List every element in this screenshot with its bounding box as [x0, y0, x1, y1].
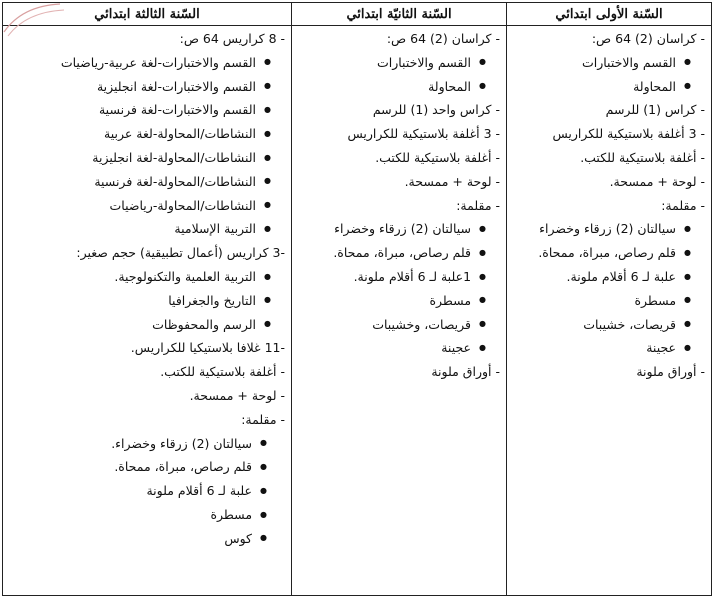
bullet-list-item: ● النشاطات/المحاولة-لغة انجليزية	[5, 146, 285, 170]
grade-2-list	[292, 26, 506, 384]
bullet-list-item: ● علبة لـ 6 أقلام ملونة.	[509, 265, 705, 289]
column-grade-1	[507, 26, 712, 596]
list-heading-item: - كراس واحد (1) للرسم	[372, 102, 500, 118]
list-heading-item: - مقلمة:	[661, 197, 705, 213]
bullet-list-item: ● عجينة	[509, 336, 705, 360]
bullet-list-item: ● المحاولة	[294, 75, 500, 99]
bullet-list-item: ● مسطرة	[294, 289, 500, 313]
list-heading-item: - 3 أغلفة بلاستيكية للكراريس	[347, 126, 500, 142]
list-heading-item: - أغلفة بلاستيكية للكتب.	[160, 364, 285, 380]
bullet-list-item: ● النشاطات/المحاولة-لغة عربية	[5, 122, 285, 146]
bullet-list-item: ● النشاطات/المحاولة-لغة فرنسية	[5, 170, 285, 194]
bullet-list-item: ● القسم والاختبارات	[294, 51, 500, 75]
list-heading-item: - 3 أغلفة بلاستيكية للكراريس	[552, 126, 705, 142]
bullet-list-item: ● مسطرة	[509, 289, 705, 313]
bullet-list-item: ● المحاولة	[509, 75, 705, 99]
header-grade-3: السّنة الثالثة ابتدائي	[3, 3, 292, 26]
bullet-list-item: ● النشاطات/المحاولة-رياضيات	[5, 194, 285, 218]
bullet-list-item: ● عجينة	[294, 336, 500, 360]
bullet-list-item: ● قريصات، خشيبات	[509, 313, 705, 337]
list-heading-item: - 8 كراريس 64 ص:	[179, 31, 285, 46]
bullet-list-item: ● الرسم والمحفوظات	[5, 313, 285, 337]
bullet-list-item: ● القسم والاختبارات-لغة انجليزية	[5, 75, 285, 99]
bullet-list-item: ● سيالتان (2) زرقاء وخضراء.	[5, 432, 285, 456]
grade-1-list	[507, 26, 711, 384]
bullet-list-item: ● القسم والاختبارات	[509, 51, 705, 75]
bullet-list-item: ● قلم رصاص، مبراة، ممحاة.	[5, 455, 285, 479]
list-heading-item: - كراسان (2) 64 ص:	[591, 31, 705, 46]
bullet-list-item: ● 1علبة لـ 6 أقلام ملونة.	[294, 265, 500, 289]
content-row	[3, 26, 712, 596]
header-grade-2: السّنة الثانيّة ابتدائي	[292, 3, 507, 26]
list-heading-item: - لوحة + ممسحة.	[404, 173, 500, 189]
list-heading-item: - أوراق ملونة	[431, 364, 500, 380]
column-grade-2	[292, 26, 507, 596]
list-heading-item: - مقلمة:	[241, 411, 285, 427]
bullet-list-item: ● التربية الإسلامية	[5, 217, 285, 241]
bullet-list-item: ● مسطرة	[5, 503, 285, 527]
list-heading-item: - أغلفة بلاستيكية للكتب.	[580, 149, 705, 165]
bullet-list-item: ● سيالتان (2) زرقاء وخضراء	[294, 217, 500, 241]
bullet-list-item: ● القسم والاختبارات-لغة فرنسية	[5, 98, 285, 122]
grade-3-list	[3, 26, 291, 551]
bullet-list-item: ● قلم رصاص، مبراة، ممحاة.	[294, 241, 500, 265]
list-heading-item: -3 كراريس (أعمال تطبيقية) حجم صغير:	[76, 245, 285, 261]
bullet-list-item: ● قريصات، وخشيبات	[294, 313, 500, 337]
bullet-list-item: ● كوس	[5, 527, 285, 551]
bullet-list-item: ● التربية العلمية والتكنولوجية.	[5, 265, 285, 289]
supplies-table	[2, 2, 712, 596]
header-grade-1: السّنة الأولى ابتدائي	[507, 3, 712, 26]
list-heading-item: - مقلمة:	[456, 197, 500, 213]
bullet-list-item: ● القسم والاختبارات-لغة عربية-رياضيات	[5, 51, 285, 75]
bullet-list-item: ● سيالتان (2) زرقاء وخضراء	[509, 217, 705, 241]
bullet-list-item: ● علبة لـ 6 أقلام ملونة	[5, 479, 285, 503]
list-heading-item: - أوراق ملونة	[636, 364, 705, 380]
column-grade-3	[3, 26, 292, 596]
list-heading-item: - كراس (1) للرسم	[605, 102, 705, 118]
list-heading-item: -11 غلافا بلاستيكيا للكراريس.	[130, 340, 285, 356]
bullet-list-item: ● قلم رصاص، مبراة، ممحاة.	[509, 241, 705, 265]
list-heading-item: - أغلفة بلاستيكية للكتب.	[375, 149, 500, 165]
list-heading-item: - لوحة + ممسحة.	[189, 387, 285, 403]
header-row	[3, 3, 712, 26]
list-heading-item: - كراسان (2) 64 ص:	[386, 31, 500, 46]
bullet-list-item: ● التاريخ والجغرافيا	[5, 289, 285, 313]
list-heading-item: - لوحة + ممسحة.	[609, 173, 705, 189]
supplies-document	[2, 2, 711, 596]
